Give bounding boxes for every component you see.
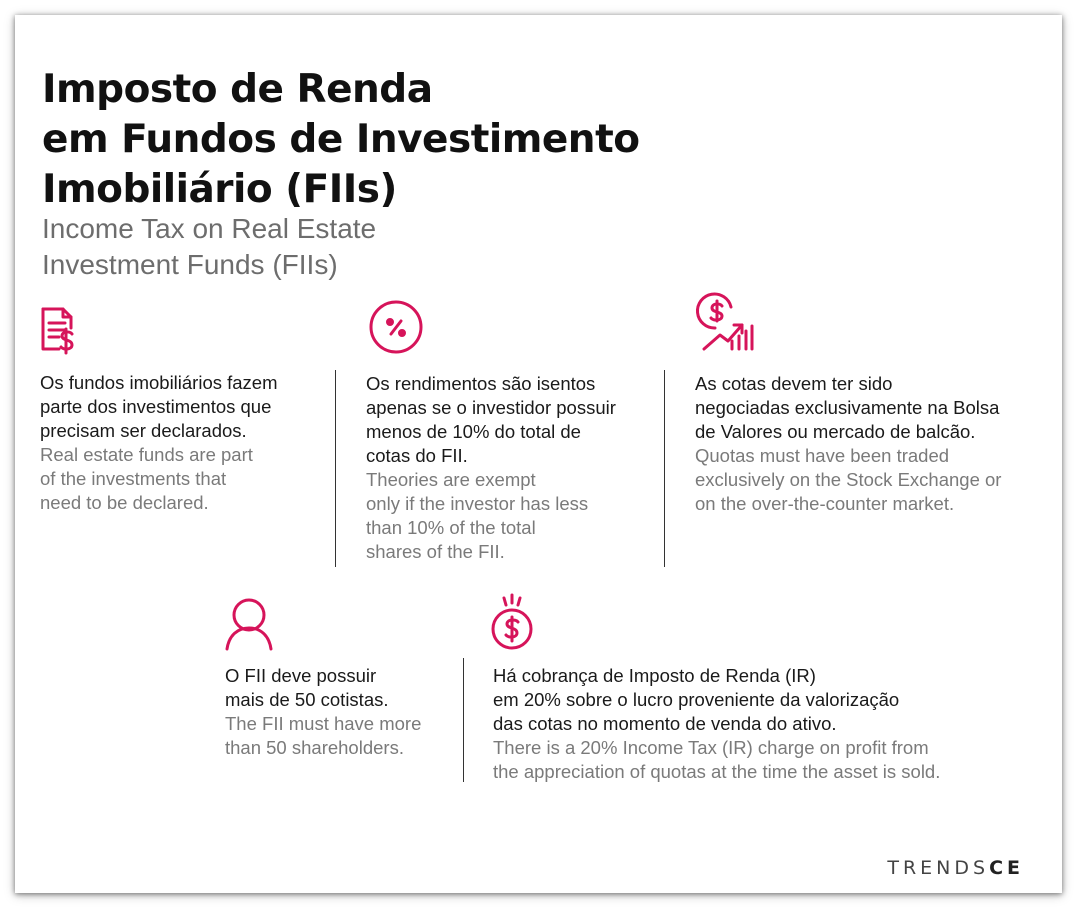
person-icon [219, 593, 279, 653]
logo-suffix: CE [989, 857, 1024, 879]
title-line: Imposto de Renda [42, 67, 433, 112]
text-line: mais de 50 cotistas. [225, 689, 389, 710]
column-divider [463, 658, 464, 782]
text-line: parte dos investimentos que [40, 396, 272, 417]
item-5-pt [493, 664, 899, 736]
item-1-pt [40, 371, 278, 443]
text-line: Os fundos imobiliários fazem [40, 372, 278, 393]
title-line: Imobiliário (FIIs) [42, 167, 397, 212]
infographic-card [15, 15, 1062, 893]
logo-prefix: TRENDS [887, 857, 990, 879]
dollar-growth-chart-icon [694, 293, 754, 353]
text-line: need to be declared. [40, 492, 209, 513]
item-3-en [695, 444, 1001, 516]
text-line: There is a 20% Income Tax (IR) charge on profit from [493, 737, 929, 758]
text-line: of the investments that [40, 468, 227, 489]
text-line: the appreciation of quotas at the time the asset is sold. [493, 761, 941, 782]
text-line: das cotas no momento de venda do ativo. [493, 713, 837, 734]
brand-logo [887, 857, 1024, 879]
text-line: Há cobrança de Imposto de Renda (IR) [493, 665, 816, 686]
text-line: Quotas must have been traded [695, 445, 950, 466]
coin-dollar-icon [486, 593, 546, 653]
text-line: Theories are exempt [366, 469, 536, 490]
text-line: As cotas devem ter sido [695, 373, 893, 394]
subtitle-line: Investment Funds (FIIs) [42, 249, 338, 280]
text-line: than 50 shareholders. [225, 737, 404, 758]
item-4-pt [225, 664, 389, 712]
item-2-en [366, 468, 588, 564]
text-line: shares of the FII. [366, 541, 505, 562]
text-line: negociadas exclusivamente na Bolsa [695, 397, 1000, 418]
subtitle-line: Income Tax on Real Estate [42, 213, 377, 244]
title-line: em Fundos de Investimento [42, 117, 640, 162]
item-5-en [493, 736, 940, 784]
text-line: only if the investor has less [366, 493, 589, 514]
text-line: de Valores ou mercado de balcão. [695, 421, 976, 442]
text-line: apenas se o investidor possuir [366, 397, 616, 418]
text-line: Real estate funds are part [40, 444, 253, 465]
text-line: cotas do FII. [366, 445, 468, 466]
page-subtitle [42, 211, 376, 283]
item-3-pt [695, 372, 999, 444]
text-line: O FII deve possuir [225, 665, 377, 686]
text-line: precisam ser declarados. [40, 420, 247, 441]
text-line: Os rendimentos são isentos [366, 373, 596, 394]
text-line: on the over-the-counter market. [695, 493, 955, 514]
item-2-pt [366, 372, 616, 468]
column-divider [335, 370, 336, 567]
text-line: em 20% sobre o lucro proveniente da valorização [493, 689, 900, 710]
text-line: exclusively on the Stock Exchange or [695, 469, 1002, 490]
percent-icon [366, 297, 426, 357]
text-line: menos de 10% do total de [366, 421, 581, 442]
item-4-en [225, 712, 421, 760]
document-dollar-icon [37, 303, 97, 363]
item-1-en [40, 443, 253, 515]
page-title [42, 65, 640, 215]
column-divider [664, 370, 665, 567]
text-line: The FII must have more [225, 713, 422, 734]
text-line: than 10% of the total [366, 517, 536, 538]
